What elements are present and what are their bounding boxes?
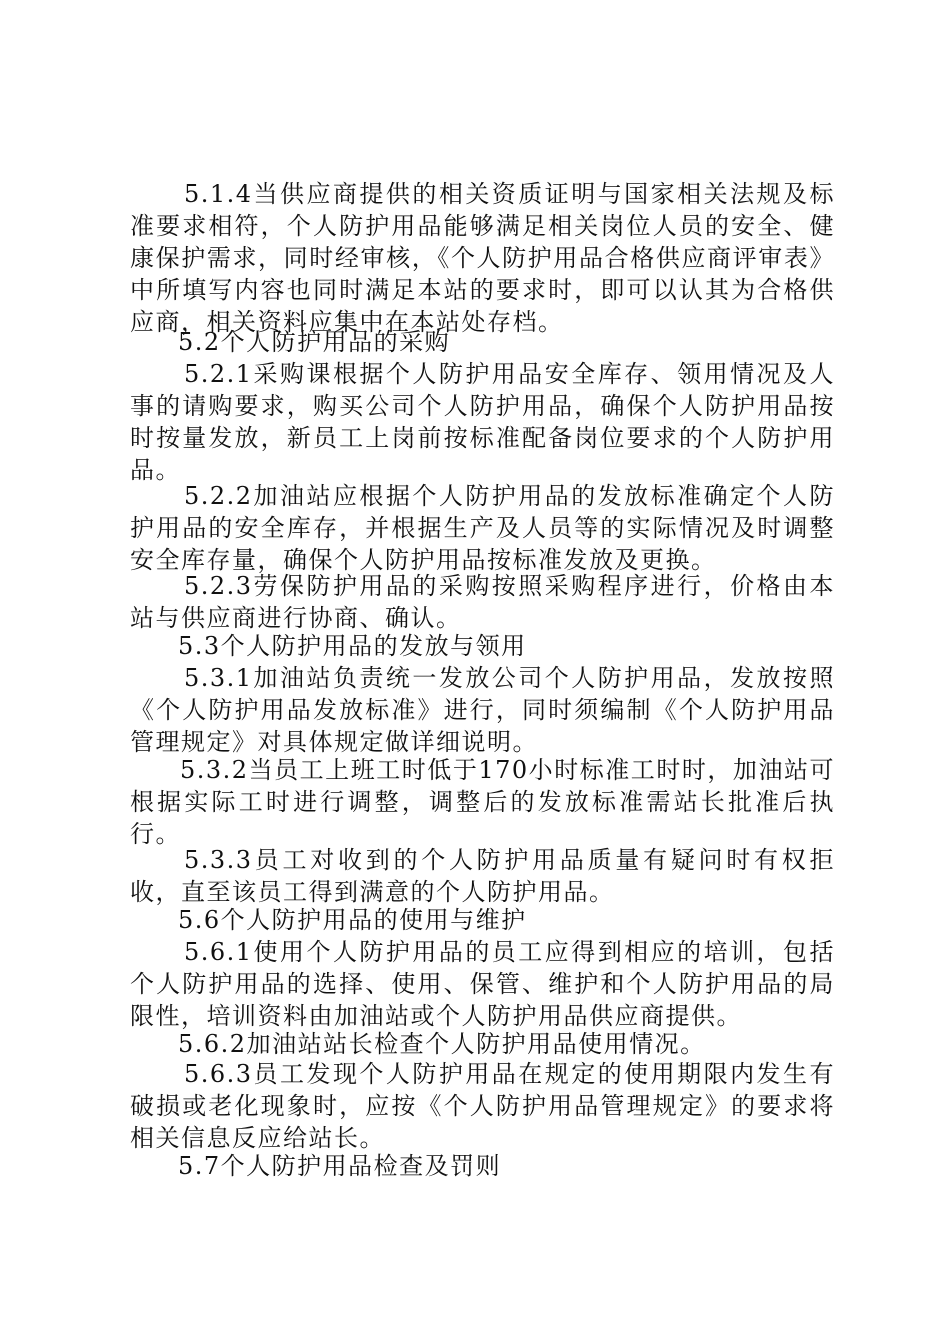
paragraph-5-6-2: 5.6.2加油站站长检查个人防护用品使用情况。 [178,1030,706,1058]
paragraph-5-1-4: 5.1.4当供应商提供的相关资质证明与国家相关法规及标准要求相符，个人防护用品能够满足相关岗位人员的安全、健康保护需求，同时经审核，《个人防护用品合格供应商评审表》中所填写内容也同时满足本站的要求时，即可以认其为合格供应商，相关资料应集中在本站处存档。 [130,180,835,336]
paragraph-5-2-1: 5.2.1采购课根据个人防护用品安全库存、领用情况及人事的请购要求，购买公司个人防护用品，确保个人防护用品按时按量发放，新员工上岗前按标准配备岗位要求的个人防护用品。 [130,360,835,484]
section-heading-5-3: 5.3个人防护用品的发放与领用 [178,632,527,660]
paragraph-5-3-3: 5.3.3员工对收到的个人防护用品质量有疑问时有权拒收，直至该员工得到满意的个人防护用品。 [130,846,835,906]
paragraph-5-2-2: 5.2.2加油站应根据个人防护用品的发放标准确定个人防护用品的安全库存，并根据生产及人员等的实际情况及时调整安全库存量，确保个人防护用品按标准发放及更换。 [130,482,835,574]
section-heading-5-7: 5.7个人防护用品检查及罚则 [178,1152,502,1180]
section-heading-5-6: 5.6个人防护用品的使用与维护 [178,906,527,934]
paragraph-5-6-3: 5.6.3员工发现个人防护用品在规定的使用期限内发生有破损或老化现象时，应按《个人防护用品管理规定》的要求将相关信息反应给站长。 [130,1060,835,1152]
paragraph-5-3-1: 5.3.1加油站负责统一发放公司个人防护用品，发放按照《个人防护用品发放标准》进行，同时须编制《个人防护用品管理规定》对具体规定做详细说明。 [130,664,835,756]
paragraph-5-3-2: 5.3.2当员工上班工时低于170小时标准工时时，加油站可根据实际工时进行调整，调整后的发放标准需站长批准后执行。 [130,756,835,848]
paragraph-5-2-3: 5.2.3劳保防护用品的采购按照采购程序进行，价格由本站与供应商进行协商、确认。 [130,572,835,632]
paragraph-5-6-1: 5.6.1使用个人防护用品的员工应得到相应的培训，包括个人防护用品的选择、使用、保管、维护和个人防护用品的局限性，培训资料由加油站或个人防护用品供应商提供。 [130,938,835,1030]
section-heading-5-2: 5.2个人防护用品的采购 [178,328,451,356]
